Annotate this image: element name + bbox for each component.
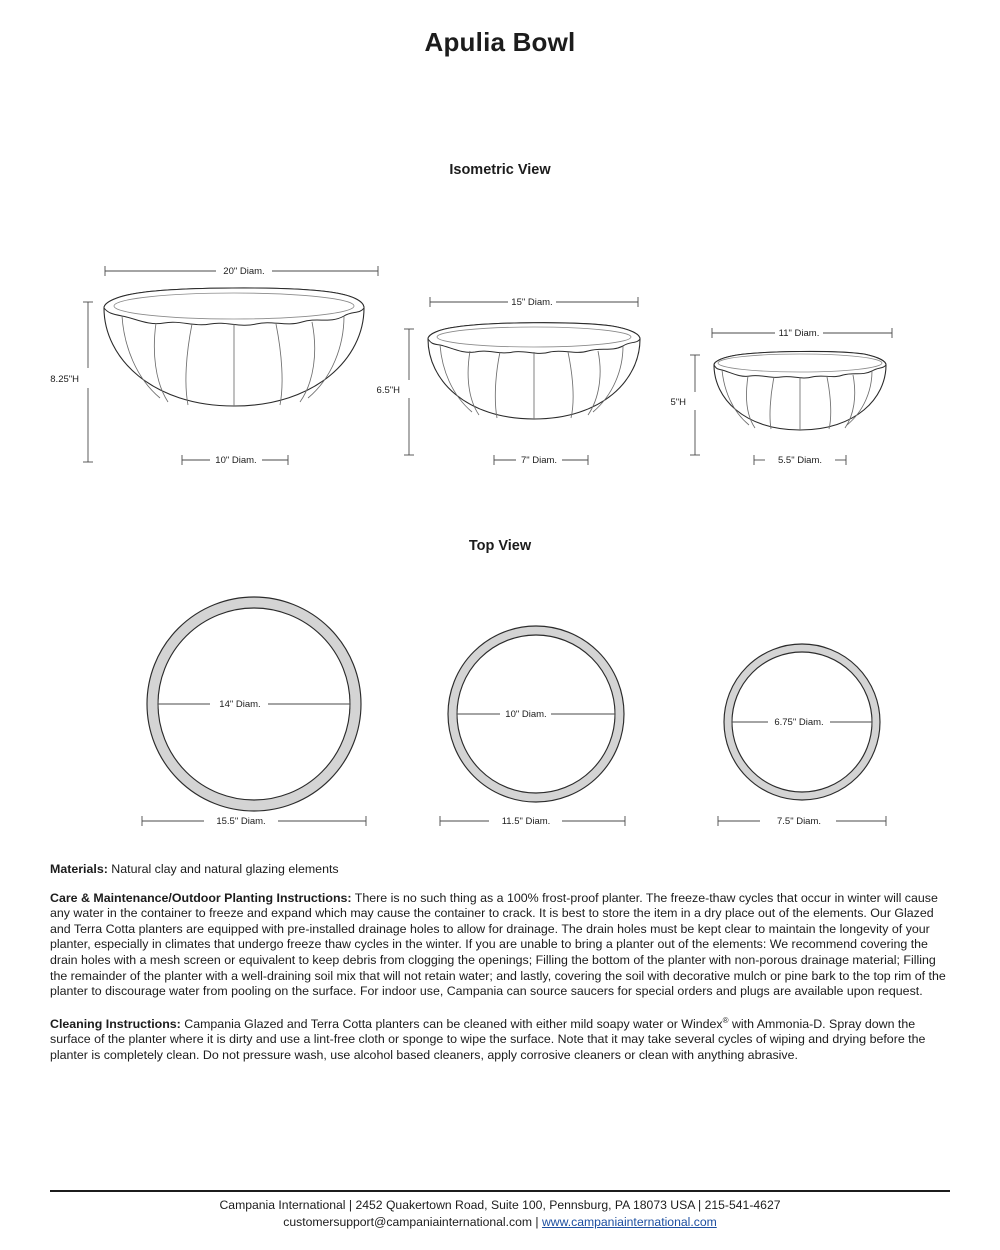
care-label: Care & Maintenance/Outdoor Planting Instructions: [50,890,352,905]
footer-website-link[interactable]: www.campaniainternational.com [541,1215,717,1229]
section-heading-isometric: Isometric View [449,162,551,178]
isometric-medium-bowl [377,297,640,466]
dim-label-top-diameter-large: 20" Diam. [223,266,265,277]
topview-small-bowl [718,644,886,827]
dimension-outer-diameter-small-top [718,816,886,827]
dim-label-height-medium: 6.5"H [376,385,400,396]
dimension-height-medium [377,329,414,455]
dim-label-outer-diameter-medium-top: 11.5" Diam. [501,816,551,827]
section-heading-topview: Top View [468,538,532,554]
dim-label-inner-diameter-small-top: 6.75" Diam. [774,717,824,728]
top-views-group [0,590,1000,840]
isometric-large-bowl [50,266,378,466]
dim-label-base-diameter-medium: 7" Diam. [520,455,558,466]
cleaning-value-part1: Campania Glazed and Terra Cotta planters can be cleaned with either mild soapy water or Windex [180,1016,723,1031]
dimension-top-diameter-large [105,266,378,277]
footer-contact-line [0,1214,1000,1231]
dimension-top-diameter-medium [430,297,638,308]
registered-trademark-symbol: ® [722,1015,729,1025]
topview-medium-bowl [440,626,625,827]
care-value: There is no such thing as a 100% frost-proof planter. The freeze-thaw cycles that occur in winter will cause any water in the container to freeze and expand which may cause the container to crack. It is best to store the item in a dry place out of the elements. Our Glazed and Terra Cotta planters are equipped with pre-installed drainage holes to allow for drainage. The drain holes must be kept clear to maintain the longevity of your planter, especially in climates that undergo freeze thaw cycles in the winter. If you are unable to bring a planter out of the elements: We recommend covering the drain holes with a mesh screen or equivalent to keep debris from clogging the openings; Filling the bottom of the planter with non-porous drainage material; Filling the remainder of the planter with a well-draining soil mix that will not retain water; and lastly, covering the soil with decorative mulch or pine bark to the top rim of the planter to discourage water from pooling on the surface. For indoor use, Campania can source saucers for special orders and plugs are available upon request. [50,890,946,999]
dimension-height-small [670,355,700,455]
dimension-outer-diameter-large-top [142,816,366,827]
dim-label-height-large: 8.25"H [50,374,79,385]
dim-label-outer-diameter-small-top: 7.5" Diam. [776,816,822,827]
footer-separator: | [532,1215,542,1229]
footer-divider [50,1190,950,1192]
materials-value: Natural clay and natural glazing elements [107,862,339,876]
footer-email: customersupport@campaniainternational.com [283,1215,533,1229]
dim-label-base-diameter-small: 5.5" Diam. [777,455,823,466]
isometric-views-group [0,240,1000,480]
cleaning-label: Cleaning Instructions: [50,1016,181,1031]
dim-label-outer-diameter-large-top: 15.5" Diam. [216,816,266,827]
materials-paragraph [50,862,955,878]
cleaning-paragraph [50,1013,955,1064]
care-paragraph [50,891,955,1000]
dimension-base-diameter-small [754,455,846,466]
specifications-text [50,862,955,1064]
dimension-outer-diameter-medium-top [440,816,625,827]
isometric-small-bowl [670,328,892,466]
dim-label-inner-diameter-large-top: 14" Diam. [219,699,261,710]
dim-label-top-diameter-medium: 15" Diam. [511,297,553,308]
dim-label-base-diameter-large: 10" Diam. [215,455,257,466]
materials-label: Materials: [50,862,108,876]
dimension-height-large [50,302,93,462]
cleaning-value-part2: with Ammonia-D. Spray down the surface of the planter where it is dirty and use a lint-free cloth or sponge to wipe the surface. Note that it may take several cycles of wiping and drying before the planter is completely clean. Do not pressure wash, use alcohol based cleaners, apply corrosive cleaners or clean with anything abrasive. [50,1016,926,1063]
dim-label-inner-diameter-medium-top: 10" Diam. [505,709,547,720]
dimension-top-diameter-small [712,328,892,339]
dimension-base-diameter-medium [494,455,588,466]
topview-large-bowl [142,597,366,827]
dim-label-top-diameter-small: 11" Diam. [778,328,820,339]
footer-address-line: Campania International | 2452 Quakertown Road, Suite 100, Pennsburg, PA 18073 USA | 215-541-4627 [219,1198,781,1212]
page-title: Apulia Bowl [424,27,576,57]
dim-label-height-small: 5"H [670,397,686,408]
footer [0,1197,1000,1231]
dimension-base-diameter-large [182,455,288,466]
